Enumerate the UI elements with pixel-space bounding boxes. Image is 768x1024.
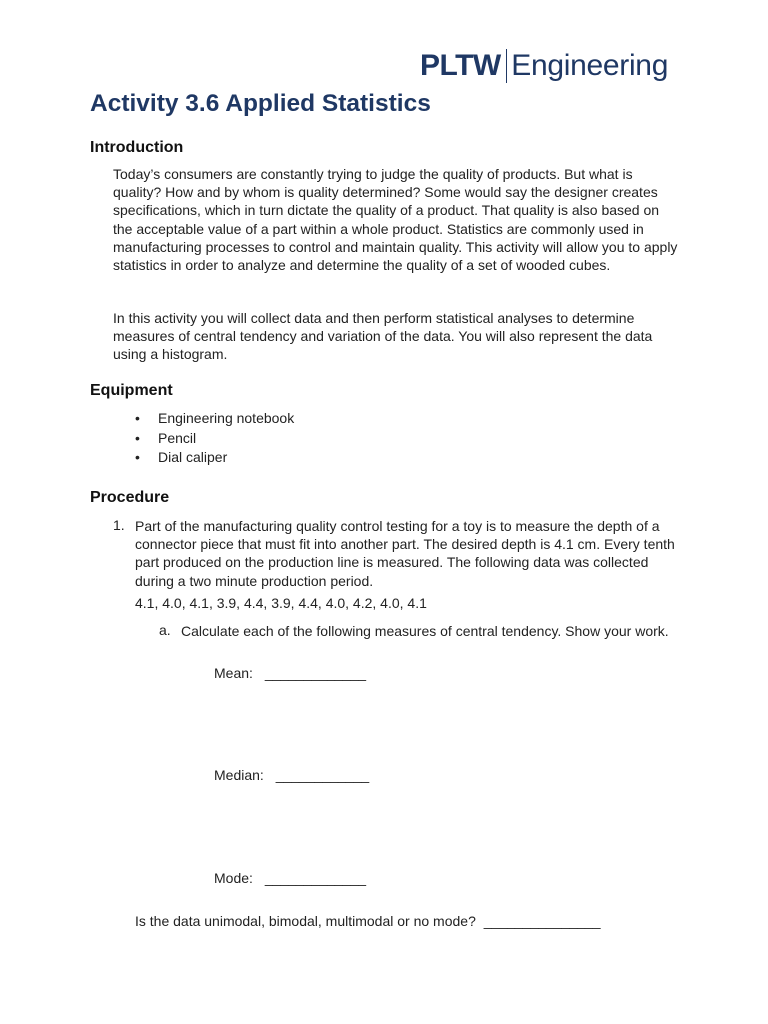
equipment-list — [113, 409, 294, 468]
equipment-heading: Equipment — [90, 382, 173, 399]
logo-mark: PLTW — [420, 49, 501, 82]
median-field — [214, 767, 369, 783]
measurement-data: 4.1, 4.0, 4.1, 3.9, 4.4, 3.9, 4.4, 4.0, 4.2, 4.0, 4.1 — [135, 595, 427, 611]
logo-divider — [506, 49, 508, 83]
mode-label: Mode: — [214, 870, 253, 886]
step-text: Part of the manufacturing quality control testing for a toy is to measure the depth of a connector piece that must fit into another part. The desired depth is 4.1 cm. Every tenth part produced on the production line is measured. The following data was collected during a two minute production period. — [135, 518, 675, 589]
mean-field — [214, 665, 366, 681]
introduction-heading: Introduction — [90, 139, 184, 156]
median-answer-blank[interactable]: ____________ — [275, 767, 370, 783]
mean-label: Mean: — [214, 665, 253, 681]
page-title: Activity 3.6 Applied Statistics — [90, 90, 431, 117]
step-number: 1. — [113, 517, 125, 533]
introduction-paragraph-2: In this activity you will collect data and then perform statistical analyses to determine measures of central tendency and variation of the data. You will also represent the data using a histogram. — [113, 310, 653, 363]
mode-field — [214, 870, 366, 886]
modality-answer-blank[interactable]: _______________ — [483, 913, 601, 929]
equipment-item: • Pencil — [113, 429, 294, 449]
pltw-engineering-logo — [420, 44, 668, 88]
mode-answer-blank[interactable]: _____________ — [264, 870, 367, 886]
substep-text: Calculate each of the following measures of central tendency. Show your work. — [181, 623, 669, 639]
equipment-item: • Engineering notebook — [113, 409, 294, 429]
median-label: Median: — [214, 767, 264, 783]
procedure-heading: Procedure — [90, 489, 170, 506]
modality-question — [135, 913, 601, 929]
equipment-item: • Dial caliper — [113, 448, 294, 468]
mean-answer-blank[interactable]: _____________ — [264, 665, 367, 681]
modality-question-text: Is the data unimodal, bimodal, multimodal or no mode? — [135, 913, 476, 929]
substep-letter: a. — [159, 622, 171, 638]
logo-word: Engineering — [511, 49, 669, 82]
introduction-paragraph-1: Today’s consumers are constantly trying to judge the quality of products. But what is quality? How and by whom is quality determined? Some would say the designer creates specifications, which in turn dictate the quality of a product. That quality is also based on the acceptable value of a part within a whole product. Statistics are commonly used in manufacturing processes to control and maintain quality. This activity will allow you to apply statistics in order to analyze and determine the quality of a set of wooded cubes. — [113, 166, 678, 274]
